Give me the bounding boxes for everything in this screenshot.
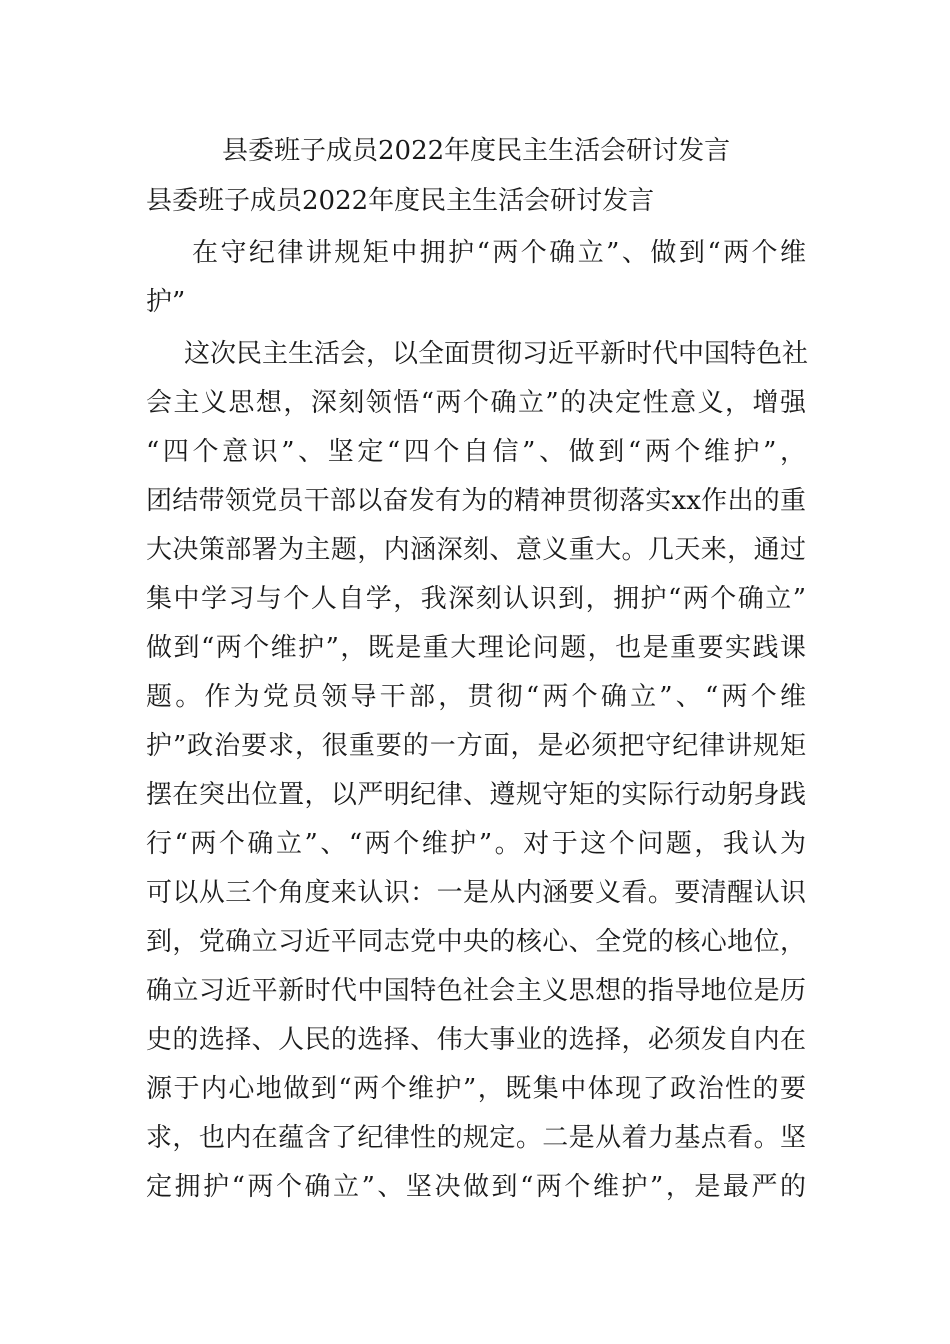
body-line: 大决策部署为主题，内涵深刻、意义重大。几天来，通过 — [146, 535, 806, 565]
body-line: 护”政治要求，很重要的一方面，是必须把守纪律讲规矩 — [146, 731, 806, 761]
body-line: 求，也内在蕴含了纪律性的规定。二是从着力基点看。坚 — [146, 1123, 806, 1153]
body-line: 史的选择、人民的选择、伟大事业的选择，必须发自内在 — [146, 1025, 806, 1055]
body-line: 可以从三个角度来认识：一是从内涵要义看。要清醒认识 — [146, 878, 806, 908]
body-line: 做到“两个维护”，既是重大理论问题，也是重要实践课 — [146, 633, 806, 663]
body-line: 行“两个确立”、“两个维护”。对于这个问题，我认为 — [146, 829, 806, 859]
body-line: 定拥护“两个确立”、坚决做到“两个维护”，是最严的 — [146, 1172, 806, 1202]
body-line: “四个意识”、坚定“四个自信”、做到“两个维护”， — [146, 437, 806, 467]
heading-line: 在守纪律讲规矩中拥护“两个确立”、做到“两个维 — [192, 238, 806, 268]
document-subtitle: 县委班子成员2022年度民主生活会研讨发言 — [146, 186, 655, 216]
body-line: 这次民主生活会，以全面贯彻习近平新时代中国特色社 — [184, 339, 809, 369]
body-line: 题。作为党员领导干部，贯彻“两个确立”、“两个维 — [146, 682, 806, 712]
body-line: 确立习近平新时代中国特色社会主义思想的指导地位是历 — [146, 976, 806, 1006]
body-line: 会主义思想，深刻领悟“两个确立”的决定性意义，增强 — [146, 388, 806, 418]
body-line: 源于内心地做到“两个维护”，既集中体现了政治性的要 — [146, 1074, 806, 1104]
document-title: 县委班子成员2022年度民主生活会研讨发言 — [222, 136, 731, 166]
body-line: 团结带领党员干部以奋发有为的精神贯彻落实xx作出的重 — [146, 486, 806, 516]
heading-line: 护” — [146, 287, 186, 317]
body-line: 到，党确立习近平同志党中央的核心、全党的核心地位， — [146, 927, 806, 957]
body-line: 集中学习与个人自学，我深刻认识到，拥护“两个确立” — [146, 584, 806, 614]
body-line: 摆在突出位置，以严明纪律、遵规守矩的实际行动躬身践 — [146, 780, 806, 810]
